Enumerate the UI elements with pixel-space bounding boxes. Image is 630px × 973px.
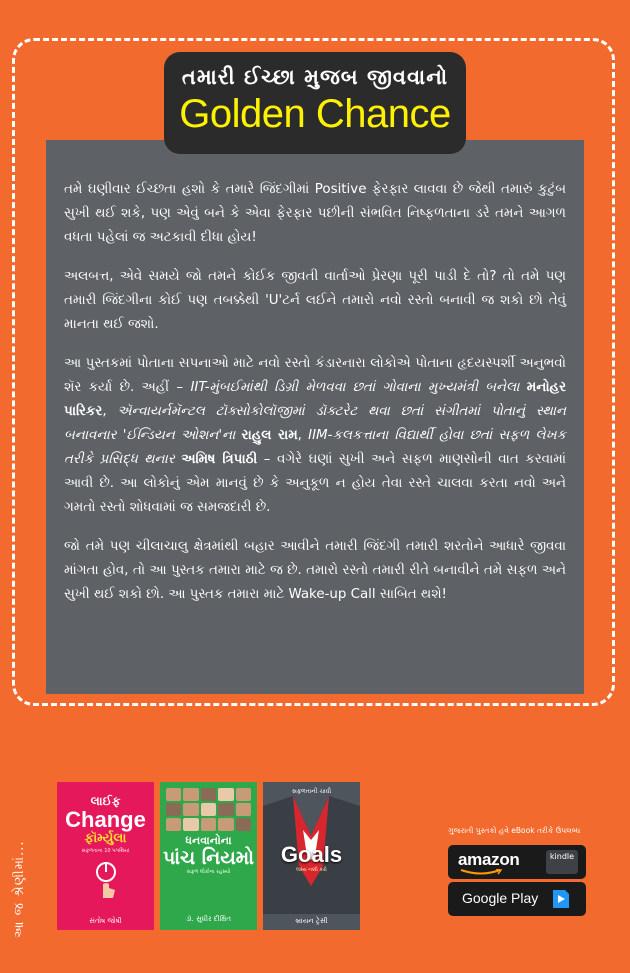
book3-tagline: લક્ષ્ય નક્કી કરો (296, 867, 327, 873)
header-box (164, 52, 466, 154)
person-manohar-parrikar: મનોહર પારિકર (64, 380, 566, 419)
book-cover-goals[interactable] (263, 782, 360, 930)
google-play-books-icon (550, 888, 572, 910)
amazon-smile-icon (460, 869, 502, 875)
separator: , (102, 404, 118, 419)
amazon-kindle-button[interactable] (448, 845, 586, 879)
book1-subtitle: ફૉર્મ્યુલા (84, 831, 127, 846)
book2-author: ડૉ. સુધીર દીક્ષિત (185, 915, 232, 923)
paragraph-2: અલબત્ત, એવે સમયે જો તમને કોઈક જીવતી વાર્તાઓ પ્રેરણા પૂરી પાડી દે તો? તો તમે પણ તમારી જિંદગીના કોઈ પણ તબક્કેથી 'U'ટર્ન લઈને તમારો નવો રસ્તો બનાવી જ શકો છો તેવું માનતા થઈ જશો. (64, 269, 566, 332)
ebook-availability-note: ગુજરાતી પુસ્તકો હવે eBook તરીકે ઉપલબ્ધ (448, 826, 581, 835)
google-play-button[interactable] (448, 882, 586, 916)
paragraph-3 (64, 352, 566, 520)
book2-tagline: સફળ લોકોના રહસ્યો (186, 869, 231, 875)
google-play-label: Google Play (462, 890, 539, 906)
kindle-label: kindle (549, 852, 575, 861)
book1-author: સંતોષ જોષી (89, 917, 122, 925)
paragraph-3-indian-ocean: ઍન્વાયર્નમૅન્ટલ ટૉક્સોકોલૉજીમાં ડૉક્ટરેટ થવા છતાં સંગીતમાં પોતાનું સ્થાન બનાવનાર 'ઈન્ડિયન ઓશન'ના (64, 404, 566, 443)
book-cover-five-rules[interactable] (160, 782, 257, 930)
header-tagline: તમારી ઈચ્છા મુજબ જીવવાનો (181, 65, 449, 89)
faces-collage (160, 782, 257, 831)
book2-title-line1: ધનવાનોના (185, 834, 232, 847)
person-amish-tripathi: અમિષ ત્રિપાઠી (181, 452, 258, 467)
book-cover-life-change[interactable] (57, 782, 154, 930)
paragraph-3-intro: આ પુસ્તકમાં પોતાના સપનાઓ માટે નવો રસ્તો કંડારનારા લોકોએ પોતાના હૃદયસ્પર્શી અનુભવો શૅર કર્યા છે. અહીં – (64, 356, 566, 395)
paragraph-3-iim: IIM-કલકત્તાના વિદ્યાર્થી હોવા છતાં સફળ લેખક તરીકે પ્રસિદ્ધ થનાર (64, 428, 567, 467)
kindle-badge (546, 850, 578, 874)
book1-tagline: સફળતાના 10 પગથિયાં (81, 848, 130, 854)
series-label: આ જ શ્રેણીમાં... (12, 840, 27, 938)
paragraph-3-iit: IIT-મુંબઈમાંથી ડિગ્રી મેળવવા છતાં ગોવાના મુખ્યમંત્રી બનેલા (190, 380, 527, 395)
paragraph-1: તમે ઘણીવાર ઈચ્છતા હશો કે તમારે જિંદગીમાં Positive ફેરફાર લાવવા છે જેથી તમારું કુટુંબ સુખી થઈ શકે, પણ એવું બને કે એવા ફેરફાર પછીની સંભવિત નિષ્ફળતાના ડરે તમને આગળ વધતા પહેલાં જ અટકાવી દીધા હોય! (64, 182, 566, 245)
book2-title-line2: પાંચ નિયમો (163, 847, 254, 869)
paragraph-4: જો તમે પણ ચીલાચાલુ ક્ષેત્રમાંથી બહાર આવીને તમારી જિંદગી તમારી શરતોને આધારે જીવવા માંગતા હોવ, તો આ પુસ્તક તમારા માટે જ છે. તમારો રસ્તો તમારી રીતે બનાવીને તમે સફળ અને સુખી થઈ શકો છો. આ પુસ્તક તમારા માટે Wake-up Call સાબિત થશે! (64, 539, 566, 602)
paragraph-3-outro: – વગેરે ઘણાં સુખી અને સફળ માણસોની વાત કરવામાં આવી છે. આ લોકોનું એમ માનવું છે કે અનુકૂળ ન હોય તેવા રસ્તે ચાલવા કરતા નવો અને ગમતો રસ્તો શોધવામાં જ સમજદારી છે. (64, 452, 566, 515)
header-title: Golden Chance (179, 92, 451, 136)
amazon-logo-text: amazon (458, 850, 520, 869)
person-rahul-ram: રાહુલ રામ (241, 428, 298, 443)
book3-top: સફળતાની ચાવી (291, 788, 332, 795)
book1-title: Change (65, 807, 146, 832)
book1-top: લાઈફ (90, 794, 121, 808)
book3-author: બ્રાયન ટ્રેસી (295, 917, 328, 925)
book3-title: Goals (280, 842, 343, 867)
description-panel (46, 140, 584, 694)
hand-power-icon (83, 860, 129, 906)
separator: , (297, 428, 309, 443)
